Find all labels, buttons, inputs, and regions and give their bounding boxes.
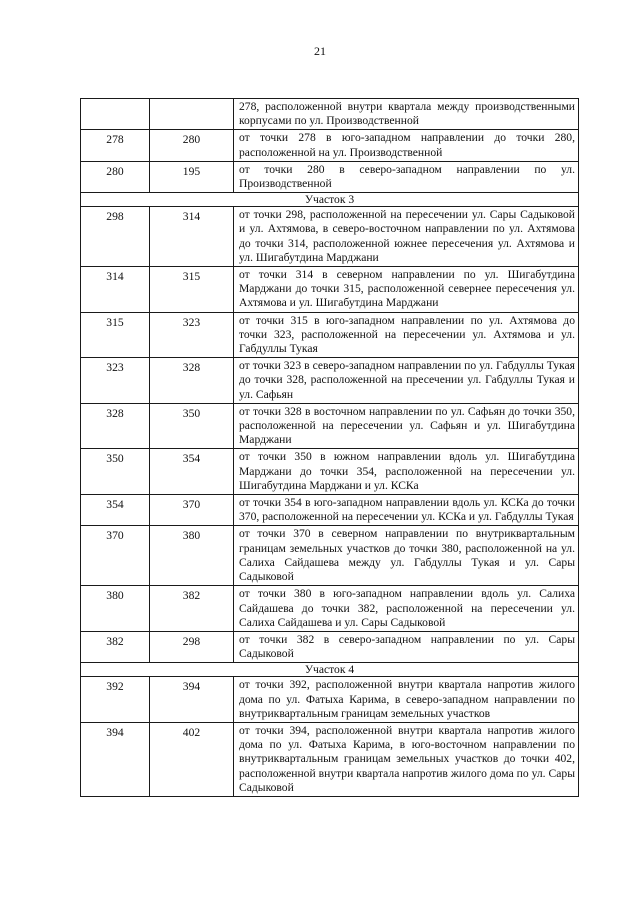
from-point-cell: 280 [81, 161, 150, 192]
from-point-cell: 382 [81, 631, 150, 662]
page-number: 21 [314, 44, 326, 58]
to-point-cell: 394 [150, 677, 234, 723]
table-row [81, 358, 579, 404]
table-row [81, 722, 579, 796]
table-row [81, 526, 579, 586]
to-point-cell: 370 [150, 495, 234, 526]
to-point-cell: 195 [150, 161, 234, 192]
table-row [81, 677, 579, 723]
description-cell: от точки 323 в северо-западном направлении по ул. Габдуллы Тукая до точки 328, расположенной на пресечении ул. Габдуллы Тукая и ул. Сафьян [234, 358, 579, 404]
table-row [81, 99, 579, 130]
table-row [81, 449, 579, 495]
from-point-cell: 354 [81, 495, 150, 526]
section-title: Участок 3 [81, 193, 579, 207]
table-row [81, 130, 579, 161]
description-cell: от точки 394, расположенной внутри квартала напротив жилого дома по ул. Фатыха Карима, в юго-восточном направлении по внутриквартальным границам земельных участков до точки 402, расположенной внутри квартала напротив жилого дома по ул. Сары Садыковой [234, 722, 579, 796]
to-point-cell: 380 [150, 526, 234, 586]
table-row [81, 161, 579, 192]
from-point-cell: 323 [81, 358, 150, 404]
to-point-cell: 402 [150, 722, 234, 796]
description-cell: от точки 315 в юго-западном направлении по ул. Ахтямова до точки 323, расположенной на пересечении ул. Ахтямова и ул. Габдуллы Тукая [234, 312, 579, 358]
from-point-cell: 278 [81, 130, 150, 161]
to-point-cell: 323 [150, 312, 234, 358]
from-point-cell: 392 [81, 677, 150, 723]
description-cell: от точки 298, расположенной на пересечении ул. Сары Садыковой и ул. Ахтямова, в северо-восточном направлении по ул. Ахтямова до точки 314, расположенной южнее пересечения ул. Ахтямова и ул. Шигабутдина Марджани [234, 207, 579, 267]
to-point-cell: 354 [150, 449, 234, 495]
table-row [81, 207, 579, 267]
to-point-cell: 350 [150, 403, 234, 449]
description-cell: от точки 382 в северо-западном направлении по ул. Сары Садыковой [234, 631, 579, 662]
table-row [81, 631, 579, 662]
table-body [81, 99, 579, 797]
from-point-cell: 370 [81, 526, 150, 586]
from-point-cell: 315 [81, 312, 150, 358]
from-point-cell: 328 [81, 403, 150, 449]
table-row [81, 586, 579, 632]
description-cell: от точки 392, расположенной внутри квартала напротив жилого дома по ул. Фатыха Карима, в северо-западном направлении по внутриквартальным границам земельных участков [234, 677, 579, 723]
to-point-cell: 328 [150, 358, 234, 404]
description-cell: от точки 354 в юго-западном направлении вдоль ул. КСКа до точки 370, расположенной на пересечении ул. КСКа и ул. Габдуллы Тукая [234, 495, 579, 526]
description-cell: от точки 380 в юго-западном направлении вдоль ул. Салиха Сайдашева до точки 382, расположенной на пересечении ул. Салиха Сайдашева и ул. Сары Садыковой [234, 586, 579, 632]
description-cell: от точки 278 в юго-западном направлении до точки 280, расположенной на ул. Производственной [234, 130, 579, 161]
to-point-cell: 298 [150, 631, 234, 662]
description-cell: от точки 280 в северо-западном направлении по ул. Производственной [234, 161, 579, 192]
from-point-cell [81, 99, 150, 130]
description-cell: от точки 370 в северном направлении по внутриквартальным границам земельных участков до точки 380, расположенной на ул. Салиха Сайдашева между ул. Габдуллы Тукая и ул. Сары Садыковой [234, 526, 579, 586]
description-cell: от точки 328 в восточном направлении по ул. Сафьян до точки 350, расположенной на пересечении ул. Сафьян и ул. Шигабутдина Марджани [234, 403, 579, 449]
table-row [81, 312, 579, 358]
to-point-cell: 314 [150, 207, 234, 267]
description-cell: 278, расположенной внутри квартала между производственными корпусами по ул. Производственной [234, 99, 579, 130]
section-header-row [81, 663, 579, 677]
description-cell: от точки 314 в северном направлении по ул. Шигабутдина Марджани до точки 315, расположенной севернее пересечения ул. Ахтямова и ул. Шигабутдина Марджани [234, 267, 579, 313]
boundary-description-table [80, 98, 579, 797]
from-point-cell: 380 [81, 586, 150, 632]
description-cell: от точки 350 в южном направлении вдоль ул. Шигабутдина Марджани до точки 354, расположенной на пересечении ул. Шигабутдина Марджани и ул. КСКа [234, 449, 579, 495]
table-row [81, 403, 579, 449]
from-point-cell: 314 [81, 267, 150, 313]
to-point-cell: 315 [150, 267, 234, 313]
to-point-cell: 280 [150, 130, 234, 161]
section-header-row [81, 193, 579, 207]
to-point-cell: 382 [150, 586, 234, 632]
table-row [81, 267, 579, 313]
to-point-cell [150, 99, 234, 130]
section-title: Участок 4 [81, 663, 579, 677]
from-point-cell: 394 [81, 722, 150, 796]
from-point-cell: 298 [81, 207, 150, 267]
table-row [81, 495, 579, 526]
from-point-cell: 350 [81, 449, 150, 495]
